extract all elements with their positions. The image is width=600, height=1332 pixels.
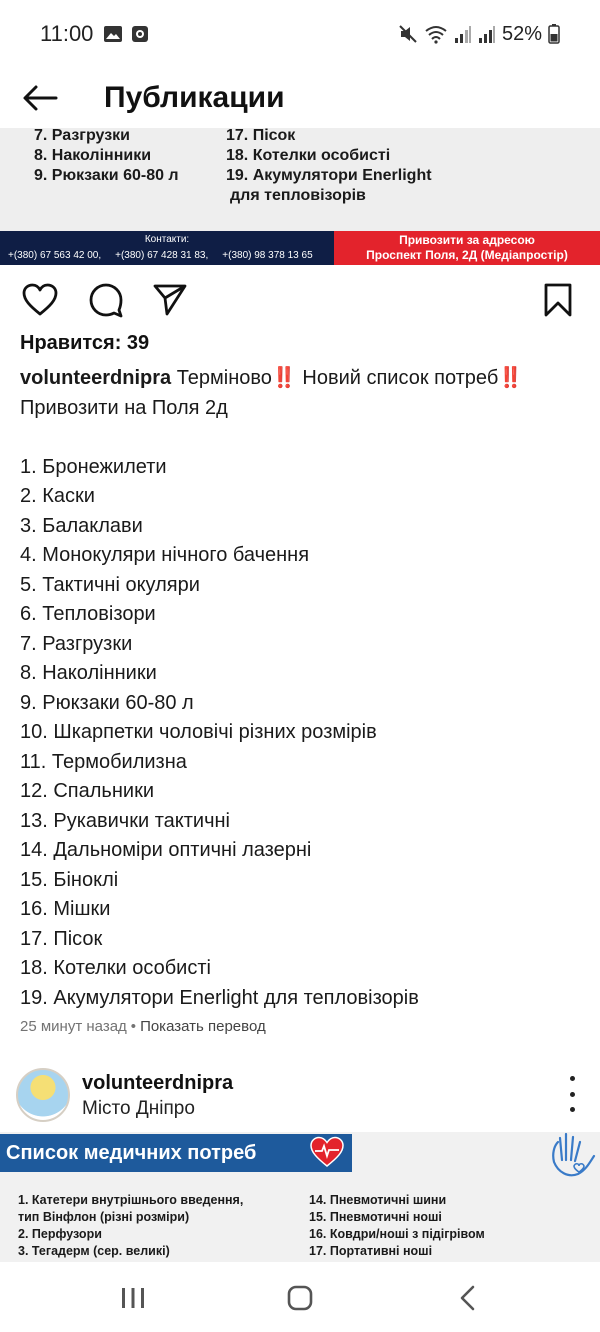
status-bar xyxy=(0,0,600,68)
system-navigation-bar xyxy=(0,1262,600,1332)
flyer-left-column xyxy=(34,128,179,186)
list-item: 1. Бронежилети xyxy=(20,455,167,478)
flyer-item: 8. Наколінники xyxy=(34,147,152,164)
back-button[interactable] xyxy=(0,68,80,128)
list-item: 19. Акумулятори Enerlight для тепловізорів xyxy=(20,986,419,1009)
list-item: 17. Пісок xyxy=(20,927,103,950)
battery-percent: 52% xyxy=(501,22,542,45)
caption-text: Терміново‼️ Новий список потреб‼️ xyxy=(171,367,524,389)
bookmark-icon xyxy=(543,283,573,317)
home-button[interactable] xyxy=(275,1278,325,1318)
flyer-item: 18. Котелки особисті xyxy=(226,147,391,164)
avatar[interactable] xyxy=(16,1068,70,1122)
meta-separator: • xyxy=(130,1018,137,1035)
chevron-left-icon xyxy=(458,1285,478,1311)
phone-number: +(380) 67 428 31 83, xyxy=(115,250,209,261)
battery-icon xyxy=(548,24,560,44)
next-post-header xyxy=(0,1062,600,1130)
nav-back-button[interactable] xyxy=(443,1278,493,1318)
flyer-item: для тепловізорів xyxy=(230,187,366,204)
flyer-footer xyxy=(0,231,600,265)
gallery-notification-icon xyxy=(103,25,123,43)
post-image[interactable] xyxy=(0,128,600,265)
status-time: 11:00 xyxy=(40,21,94,46)
medical-item: 14. Пневмотичні шини xyxy=(309,1193,447,1207)
medical-item: 15. Пневмотичні ноші xyxy=(309,1210,442,1224)
post-timestamp: 25 минут назад xyxy=(20,1018,127,1035)
medical-item: тип Вінфлон (різні розміри) xyxy=(18,1210,190,1224)
caption-spacer xyxy=(20,423,580,453)
arrow-left-icon xyxy=(22,84,58,112)
post-meta xyxy=(20,1018,266,1035)
list-item: 15. Біноклі xyxy=(20,868,119,891)
screen-record-icon xyxy=(131,25,149,43)
medical-item: 16. Ковдри/ноші з підігрівом xyxy=(309,1227,485,1241)
list-item: 6. Тепловізори xyxy=(20,603,156,625)
list-item: 10. Шкарпетки чоловічі різних розмірів xyxy=(20,721,377,743)
post-author[interactable]: volunteerdnipra xyxy=(82,1072,234,1094)
list-item: 3. Балаклави xyxy=(20,514,143,537)
phone-number: +(380) 67 563 42 00, xyxy=(8,250,102,261)
post-location[interactable]: Місто Дніпро xyxy=(82,1098,195,1119)
list-item: 18. Котелки особисті xyxy=(20,957,211,979)
likes-count[interactable]: Нравится: 39 xyxy=(20,332,150,354)
medical-item: 1. Катетери внутрішнього введення, xyxy=(18,1193,244,1207)
address-title: Привозити за адресою xyxy=(399,233,535,247)
flyer-right-column xyxy=(226,128,432,206)
list-item: 14. Дальноміри оптичні лазерні xyxy=(20,839,312,861)
list-item: 11. Термобилизна xyxy=(20,750,187,773)
like-button[interactable] xyxy=(20,280,60,320)
flyer-item: 19. Акумулятори Enerlight xyxy=(226,167,432,184)
list-item: 7. Разгрузки xyxy=(20,632,133,655)
page-title: Публикации xyxy=(104,81,285,114)
medical-banner-title: Список медичних потреб xyxy=(0,1134,352,1172)
medical-left-column xyxy=(18,1192,243,1260)
more-vertical-icon-dot xyxy=(570,1107,575,1112)
medical-item: 17. Портативні ноші xyxy=(309,1244,433,1258)
medical-item: 3. Тегадерм (сер. великі) xyxy=(18,1244,170,1258)
more-vertical-icon xyxy=(570,1076,575,1081)
caption-username[interactable]: volunteerdnipra xyxy=(20,367,172,389)
flyer-list xyxy=(0,128,600,231)
comment-icon xyxy=(88,282,124,318)
recents-button[interactable] xyxy=(108,1278,158,1318)
flyer-item: 9. Рюкзаки 60-80 л xyxy=(34,167,179,184)
next-post-image[interactable] xyxy=(0,1132,600,1262)
mute-icon xyxy=(398,24,418,44)
app-header xyxy=(0,68,600,128)
flyer-contacts xyxy=(0,231,334,265)
share-button[interactable] xyxy=(150,280,190,320)
post-caption xyxy=(20,364,580,1013)
status-right xyxy=(398,23,560,46)
list-item: 8. Наколінники xyxy=(20,662,157,684)
phone-number: +(380) 98 378 13 65 xyxy=(222,250,313,261)
flyer-item: 17. Пісок xyxy=(226,128,296,144)
contacts-title: Контакти: xyxy=(144,234,190,245)
save-button[interactable] xyxy=(538,280,578,320)
wifi-icon xyxy=(424,24,448,44)
list-item: 13. Рукавички тактичні xyxy=(20,809,230,832)
flyer-address xyxy=(334,231,600,265)
list-item: 4. Монокуляри нічного бачення xyxy=(20,544,310,566)
send-icon xyxy=(152,283,188,317)
list-item: 9. Рюкзаки 60-80 л xyxy=(20,691,194,714)
phone-list xyxy=(8,250,313,261)
list-item: 2. Каски xyxy=(20,485,95,507)
more-vertical-icon-dot xyxy=(570,1092,575,1097)
comment-button[interactable] xyxy=(86,280,126,320)
translate-link[interactable]: Показать перевод xyxy=(140,1018,266,1035)
list-item: 16. Мішки xyxy=(20,898,111,920)
recents-icon xyxy=(120,1286,146,1310)
medical-item: 2. Перфузори xyxy=(18,1227,102,1241)
address-line: Проспект Поля, 2Д (Медіапростір) xyxy=(366,248,568,262)
list-item: 5. Тактичні окуляри xyxy=(20,573,200,596)
flyer-item: 7. Разгрузки xyxy=(34,128,131,144)
more-options-button[interactable] xyxy=(562,1076,582,1112)
status-notification-icons xyxy=(103,25,149,43)
signal-icon-2 xyxy=(478,24,496,44)
heart-icon xyxy=(22,283,58,317)
hand-icon xyxy=(544,1132,598,1180)
medical-right-column xyxy=(309,1192,485,1260)
caption-line: Привозити на Поля 2д xyxy=(20,396,228,419)
heart-pulse-icon xyxy=(310,1136,344,1168)
post-actions xyxy=(0,272,600,324)
list-item: 12. Спальники xyxy=(20,780,154,802)
signal-icon-1 xyxy=(454,24,472,44)
home-icon xyxy=(286,1285,314,1311)
